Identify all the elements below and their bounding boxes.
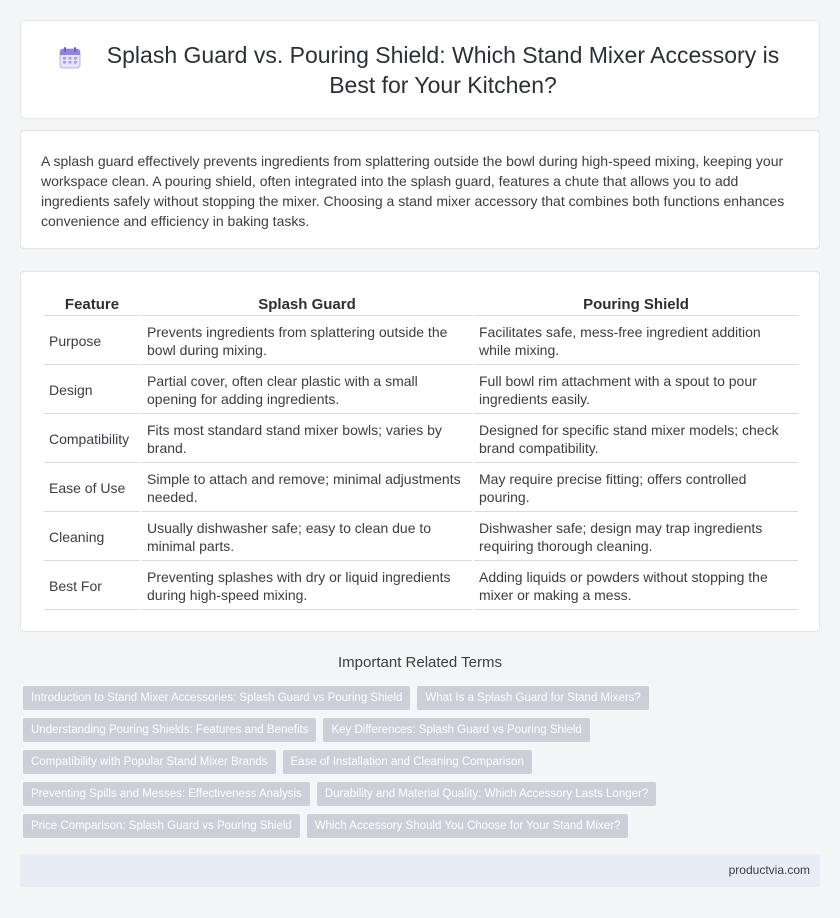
feature-cell: Ease of Use	[44, 465, 140, 512]
related-term-tag[interactable]: Durability and Material Quality: Which Accessory Lasts Longer?	[317, 782, 656, 806]
related-term-tag[interactable]: Ease of Installation and Cleaning Comparison	[283, 750, 532, 774]
splash-guard-cell: Simple to attach and remove; minimal adjustments needed.	[142, 465, 472, 512]
intro-card	[20, 130, 820, 249]
table-row	[44, 367, 798, 414]
title-card	[20, 20, 820, 119]
feature-cell: Best For	[44, 563, 140, 610]
pouring-shield-cell: Full bowl rim attachment with a spout to pour ingredients easily.	[474, 367, 798, 414]
splash-guard-cell: Partial cover, often clear plastic with a small opening for adding ingredients.	[142, 367, 472, 414]
splash-guard-cell: Prevents ingredients from splattering outside the bowl during mixing.	[142, 318, 472, 365]
table-row	[44, 563, 798, 610]
header-feature: Feature	[44, 294, 140, 316]
pouring-shield-cell: Dishwasher safe; design may trap ingredients requiring thorough cleaning.	[474, 514, 798, 561]
feature-cell: Cleaning	[44, 514, 140, 561]
table-row	[44, 514, 798, 561]
page-title: Splash Guard vs. Pouring Shield: Which Stand Mixer Accessory is Best for Your Kitchen?	[106, 41, 780, 98]
related-term-tag[interactable]: Compatibility with Popular Stand Mixer Brands	[23, 750, 276, 774]
feature-cell: Design	[44, 367, 140, 414]
splash-guard-cell: Fits most standard stand mixer bowls; varies by brand.	[142, 416, 472, 463]
related-term-tag[interactable]: What Is a Splash Guard for Stand Mixers?	[417, 686, 648, 710]
related-term-tag[interactable]: Understanding Pouring Shields: Features and Benefits	[23, 718, 316, 742]
comparison-table	[42, 292, 800, 612]
calendar-icon	[57, 45, 83, 71]
comparison-card	[20, 271, 820, 632]
pouring-shield-cell: Adding liquids or powders without stopping the mixer or making a mess.	[474, 563, 798, 610]
intro-text: A splash guard effectively prevents ingredients from splattering outside the bowl during high-speed mixing, keeping your workspace clean. A pouring shield, often integrated into the splash guard, features a chute that allows you to add ingredients safely without stopping the mixer. Choosing a stand mixer accessory that combines both functions enhances convenience and efficiency in baking tasks.	[41, 153, 785, 229]
related-term-tag[interactable]: Introduction to Stand Mixer Accessories: Splash Guard vs Pouring Shield	[23, 686, 410, 710]
related-term-tag[interactable]: Which Accessory Should You Choose for Your Stand Mixer?	[307, 814, 629, 838]
splash-guard-cell: Preventing splashes with dry or liquid ingredients during high-speed mixing.	[142, 563, 472, 610]
pouring-shield-cell: May require precise fitting; offers controlled pouring.	[474, 465, 798, 512]
related-term-tag[interactable]: Preventing Spills and Messes: Effectiveness Analysis	[23, 782, 310, 806]
feature-cell: Compatibility	[44, 416, 140, 463]
related-term-tag[interactable]: Key Differences: Splash Guard vs Pouring Shield	[323, 718, 589, 742]
table-row	[44, 416, 798, 463]
footer-site-link[interactable]: productvia.com	[728, 863, 810, 877]
splash-guard-cell: Usually dishwasher safe; easy to clean due to minimal parts.	[142, 514, 472, 561]
table-row	[44, 465, 798, 512]
table-row	[44, 318, 798, 365]
related-terms-list	[23, 686, 820, 838]
related-terms-title: Important Related Terms	[338, 654, 502, 671]
table-header-row	[44, 294, 798, 316]
feature-cell: Purpose	[44, 318, 140, 365]
pouring-shield-cell: Facilitates safe, mess-free ingredient addition while mixing.	[474, 318, 798, 365]
header-pouring-shield: Pouring Shield	[474, 294, 798, 316]
pouring-shield-cell: Designed for specific stand mixer models; check brand compatibility.	[474, 416, 798, 463]
related-term-tag[interactable]: Price Comparison: Splash Guard vs Pouring Shield	[23, 814, 300, 838]
header-splash-guard: Splash Guard	[142, 294, 472, 316]
footer	[20, 854, 820, 887]
